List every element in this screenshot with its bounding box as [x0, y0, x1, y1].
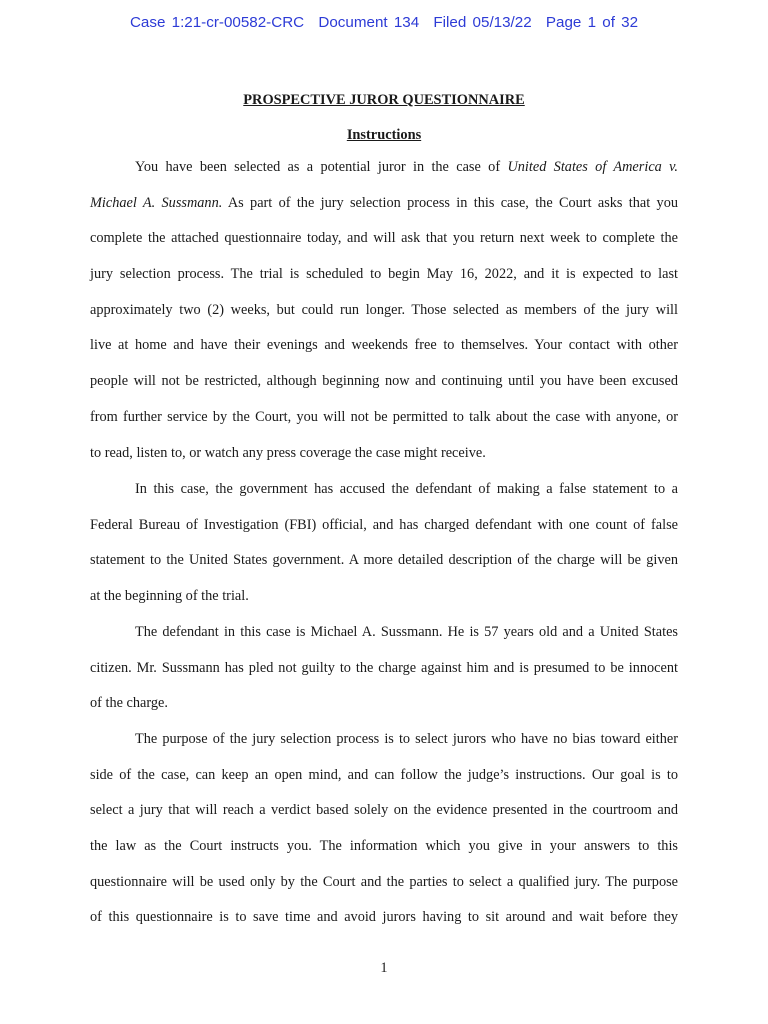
page-indicator: Page 1 of 32 — [545, 14, 639, 31]
page-number: 1 — [380, 960, 388, 976]
paragraph-line: select a jury that will reach a verdict based solely on the evidence presented in the courtroom and — [90, 802, 678, 819]
defendant-name: Michael A. Sussmann. — [90, 194, 223, 211]
paragraph-line: people will not be restricted, although beginning now and continuing until you have been excused — [90, 373, 678, 390]
paragraph-3 — [90, 615, 678, 722]
paragraph-line: The defendant in this case is Michael A. Sussmann. He is 57 years old and a United States — [135, 624, 678, 640]
paragraph-line: The purpose of the jury selection process is to select jurors who have no bias toward either — [135, 731, 678, 747]
paragraph-line: from further service by the Court, you will not be permitted to talk about the case with anyone, or — [90, 408, 678, 425]
paragraph-line: of this questionnaire is to save time and avoid jurors having to sit around and wait before they — [90, 909, 678, 926]
paragraph-1 — [90, 150, 678, 471]
paragraph-line — [90, 150, 678, 186]
paragraph-line: questionnaire will be used only by the Court and the parties to select a qualified jury. The purpose — [90, 873, 678, 890]
paragraph-line: approximately two (2) weeks, but could run longer. Those selected as members of the jury will — [90, 301, 678, 318]
paragraph-4 — [90, 722, 678, 936]
paragraph-line: complete the attached questionnaire today, and will ask that you return next week to complete the — [90, 230, 678, 247]
document-number: Document 134 — [318, 14, 420, 31]
paragraph-line: the law as the Court instructs you. The information which you give in your answers to this — [90, 838, 678, 855]
paragraph-line: In this case, the government has accused the defendant of making a false statement to a — [135, 481, 678, 497]
paragraph-line: of the charge. — [90, 695, 168, 712]
paragraph-line: citizen. Mr. Sussmann has pled not guilty to the charge against him and is presumed to be innocent — [90, 659, 678, 676]
paragraph-line: Federal Bureau of Investigation (FBI) official, and has charged defendant with one count of false — [90, 516, 678, 533]
paragraph-line: at the beginning of the trial. — [90, 588, 249, 605]
paragraph-line: to read, listen to, or watch any press coverage the case might receive. — [90, 444, 486, 461]
text-run: As part of the jury selection process in this case, the Court asks that you — [222, 194, 679, 211]
filing-header — [0, 14, 768, 31]
paragraph-line: side of the case, can keep an open mind, and can follow the judge’s instructions. Our goal is to — [90, 766, 678, 783]
paragraph-line: live at home and have their evenings and weekends free to themselves. Your contact with other — [90, 337, 678, 354]
document-title: PROSPECTIVE JUROR QUESTIONNAIRE — [243, 92, 525, 108]
paragraph-line — [90, 186, 678, 222]
paragraph-2 — [90, 472, 678, 615]
case-number: Case 1:21-cr-00582-CRC — [129, 14, 305, 31]
filed-date: Filed 05/13/22 — [433, 14, 532, 31]
paragraph-line: jury selection process. The trial is scheduled to begin May 16, 2022, and it is expected to last — [90, 266, 678, 283]
instructions-heading: Instructions — [346, 127, 422, 143]
text-run: You have been selected as a potential juror in the case of — [135, 159, 508, 175]
case-name: United States of America v. — [507, 159, 679, 175]
paragraph-line: statement to the United States government. A more detailed description of the charge will be given — [90, 552, 678, 569]
